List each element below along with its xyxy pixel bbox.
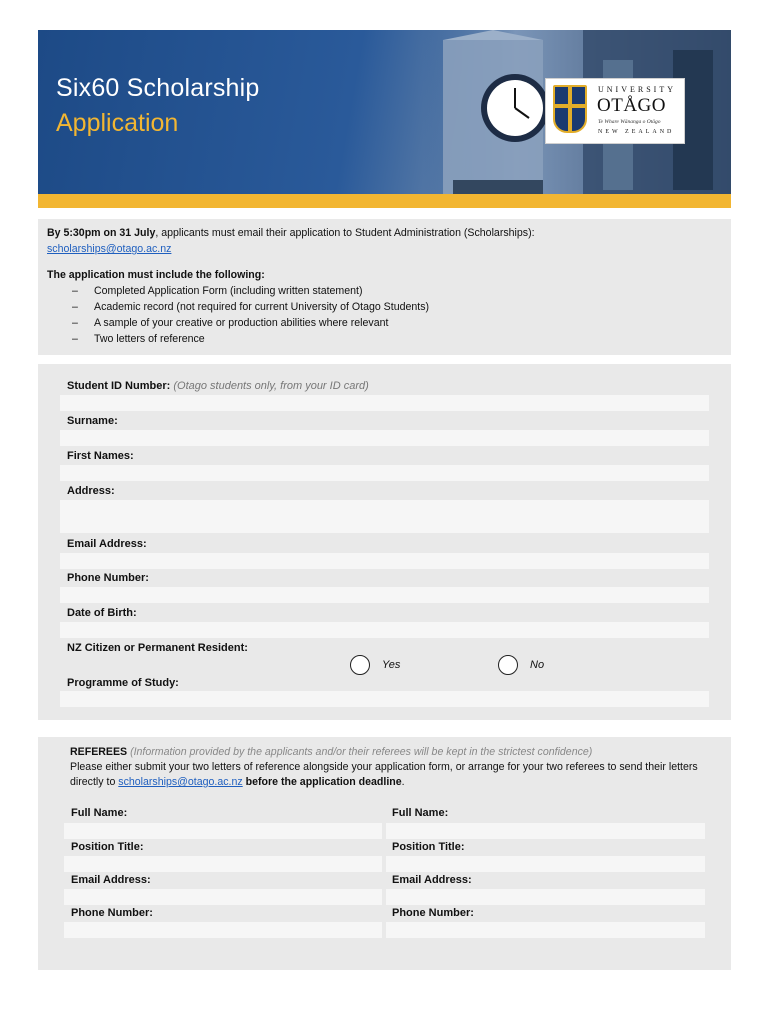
surname-label: Surname: [67,415,118,427]
referee1-phone-label: Phone Number: [71,907,153,919]
referee1-full-name-field[interactable] [64,823,382,839]
citizen-yes-label: Yes [382,659,401,671]
list-item: – Completed Application Form (including written statement) [47,283,722,299]
student-id-field[interactable] [60,395,709,411]
scholarships-email-link[interactable]: scholarships@otago.ac.nz [47,243,172,255]
first-names-label: First Names: [67,450,134,462]
programme-label: Programme of Study: [67,677,179,689]
referee1-email-field[interactable] [64,889,382,905]
university-logo [545,78,685,144]
referees-hint: (Information provided by the applicants and/or their referees will be kept in the strictest confidence) [130,746,593,758]
instructions-box [38,219,731,355]
title-line-2: Application [56,109,179,137]
logo-text-maori: Te Whare Wānanga o Otāgo [598,119,661,125]
student-id-hint: (Otago students only, from your ID card) [173,380,369,392]
referee2-position-label: Position Title: [392,841,465,853]
title-line-1: Six60 Scholarship [56,74,260,102]
applicant-form [38,364,731,720]
referees-section [38,737,731,970]
referees-text: Please either submit your two letters of reference alongside your application form, or arrange for your two referees to send their letters directly to [70,761,698,788]
deadline-rest: , applicants must email their application to Student Administration (Scholarships): [155,227,535,239]
list-item: – Two letters of reference [47,331,722,347]
referee2-phone-field[interactable] [386,922,705,938]
address-label: Address: [67,485,115,497]
deadline-bold: By 5:30pm on 31 July [47,227,156,239]
referees-heading: REFEREES [70,746,128,758]
referee1-full-name-label: Full Name: [71,807,128,819]
referee1-phone-field[interactable] [64,922,382,938]
referees-deadline: before the application deadline [245,776,402,788]
first-names-field[interactable] [60,465,709,481]
phone-field[interactable] [60,587,709,603]
address-field[interactable] [60,500,709,533]
logo-text-university: UNIVERSITY [598,85,676,94]
email-label: Email Address: [67,538,147,550]
crest-icon [553,85,587,133]
referee2-email-field[interactable] [386,889,705,905]
email-field[interactable] [60,553,709,569]
referee2-position-field[interactable] [386,856,705,872]
citizen-label: NZ Citizen or Permanent Resident: [67,642,248,654]
referee2-full-name-field[interactable] [386,823,705,839]
requirements-list [47,283,722,347]
list-item: – Academic record (not required for current University of Otago Students) [47,299,722,315]
student-id-label: Student ID Number: (Otago students only, from your ID card) [67,380,369,392]
phone-label: Phone Number: [67,572,149,584]
gold-stripe [38,194,731,208]
header-banner [38,30,731,208]
dob-label: Date of Birth: [67,607,137,619]
citizen-yes-radio[interactable] [350,655,370,675]
citizen-no-label: No [530,659,545,671]
logo-text-nz: NEW ZEALAND [598,129,675,135]
referee2-full-name-label: Full Name: [392,807,449,819]
referee1-position-label: Position Title: [71,841,144,853]
referees-email-link[interactable]: scholarships@otago.ac.nz [118,776,243,788]
surname-field[interactable] [60,430,709,446]
citizen-no-radio[interactable] [498,655,518,675]
referees-intro: REFEREES (Information provided by the applicants and/or their referees will be kept in the strictest confidence) Please either submit your two letters of reference alongside your application form, or arrange for your two referees to send their letters directly to scholarships@otago.ac.nz before the application deadline. [70,746,698,788]
requirements-heading: The application must include the following: [47,269,265,281]
referee1-email-label: Email Address: [71,874,151,886]
referee2-phone-label: Phone Number: [392,907,474,919]
referee2-email-label: Email Address: [392,874,472,886]
list-item: – A sample of your creative or production abilities where relevant [47,315,722,331]
deadline-text [47,225,722,241]
dob-field[interactable] [60,622,709,638]
logo-text-otago: OTÅGO [597,95,666,116]
referee1-position-field[interactable] [64,856,382,872]
programme-field[interactable] [60,691,709,707]
